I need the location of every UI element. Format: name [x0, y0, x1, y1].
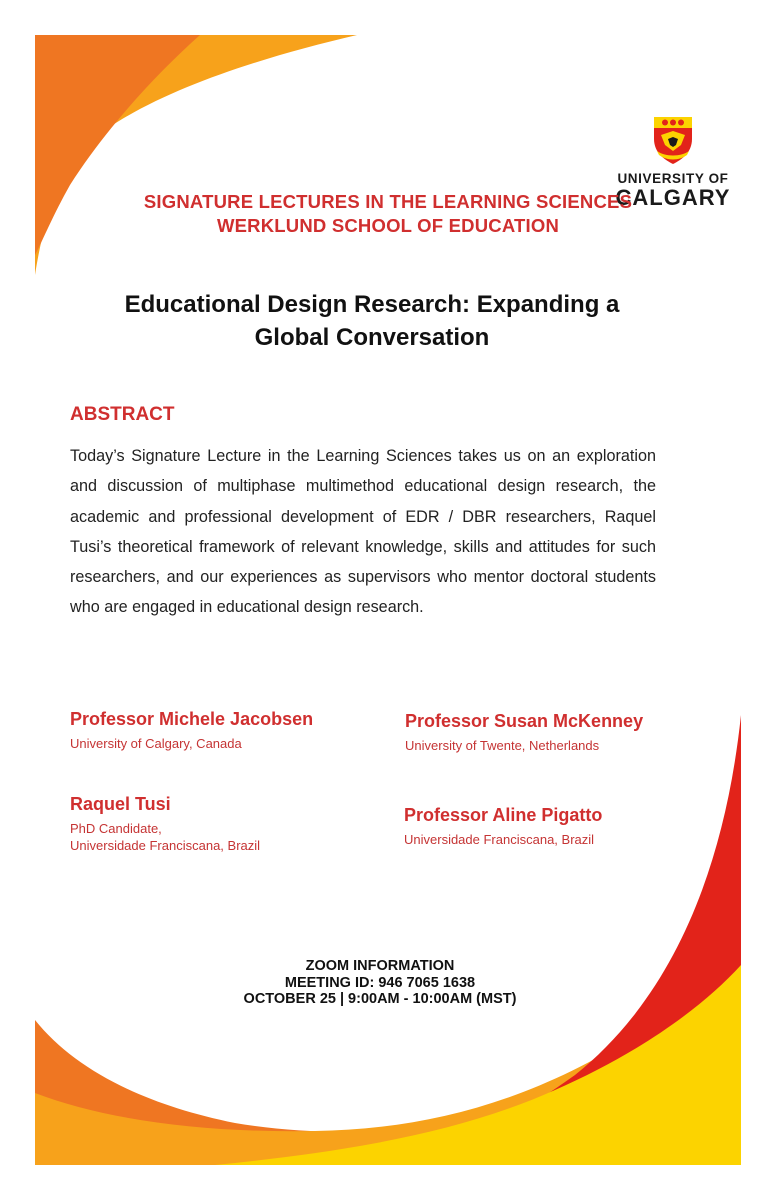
university-crest-icon: [651, 115, 695, 165]
title-line1: Educational Design Research: Expanding a: [124, 291, 620, 318]
logo-wordmark-line1: UNIVERSITY OF: [617, 171, 729, 186]
lecture-title: [35, 288, 741, 354]
speaker-affiliation: Universidade Franciscana, Brazil: [70, 838, 261, 853]
speaker-affiliation: University of Calgary, Canada: [70, 736, 242, 751]
abstract-body: Today’s Signature Lecture in the Learning Sciences takes us on an exploration and discussion of multiphase multimethod educational design research, the academic and professional development of EDR / DBR researchers, Raquel Tusi’s theoretical framework of relevant knowledge, skills and attitudes for such researchers, and our experiences as supervisors who mentor doctoral students who are engaged in educational design research.: [70, 447, 656, 617]
zoom-information: [35, 958, 741, 1008]
speaker-name: Raquel Tusi: [70, 794, 171, 814]
series-line1: SIGNATURE LECTURES IN THE LEARNING SCIENCES: [143, 191, 633, 212]
speaker-name: Professor Susan McKenney: [405, 711, 644, 731]
zoom-meeting-id: MEETING ID: 946 7065 1638: [284, 974, 476, 991]
series-line2: WERKLUND SCHOOL OF EDUCATION: [216, 215, 559, 236]
speaker-affiliation: Universidade Franciscana, Brazil: [404, 832, 595, 847]
zoom-datetime: OCTOBER 25 | 9:00AM - 10:00AM (MST): [243, 991, 517, 1007]
speaker-affiliation: University of Twente, Netherlands: [405, 738, 600, 753]
abstract-heading: ABSTRACT: [70, 404, 175, 425]
logo-wordmark-line2: CALGARY: [615, 185, 731, 210]
zoom-heading: ZOOM INFORMATION: [305, 958, 455, 974]
speaker-aline-pigatto: [404, 803, 602, 848]
speaker-name: Professor Aline Pigatto: [404, 805, 603, 825]
poster: [35, 35, 741, 1165]
series-heading: [35, 190, 741, 238]
speaker-raquel-tusi: [70, 792, 260, 854]
title-line2: Global Conversation: [254, 324, 490, 351]
speaker-susan-mckenney: [405, 709, 643, 754]
speaker-name: Professor Michele Jacobsen: [70, 709, 314, 729]
speaker-role: PhD Candidate,: [70, 821, 162, 836]
speaker-michele-jacobsen: [70, 707, 313, 752]
